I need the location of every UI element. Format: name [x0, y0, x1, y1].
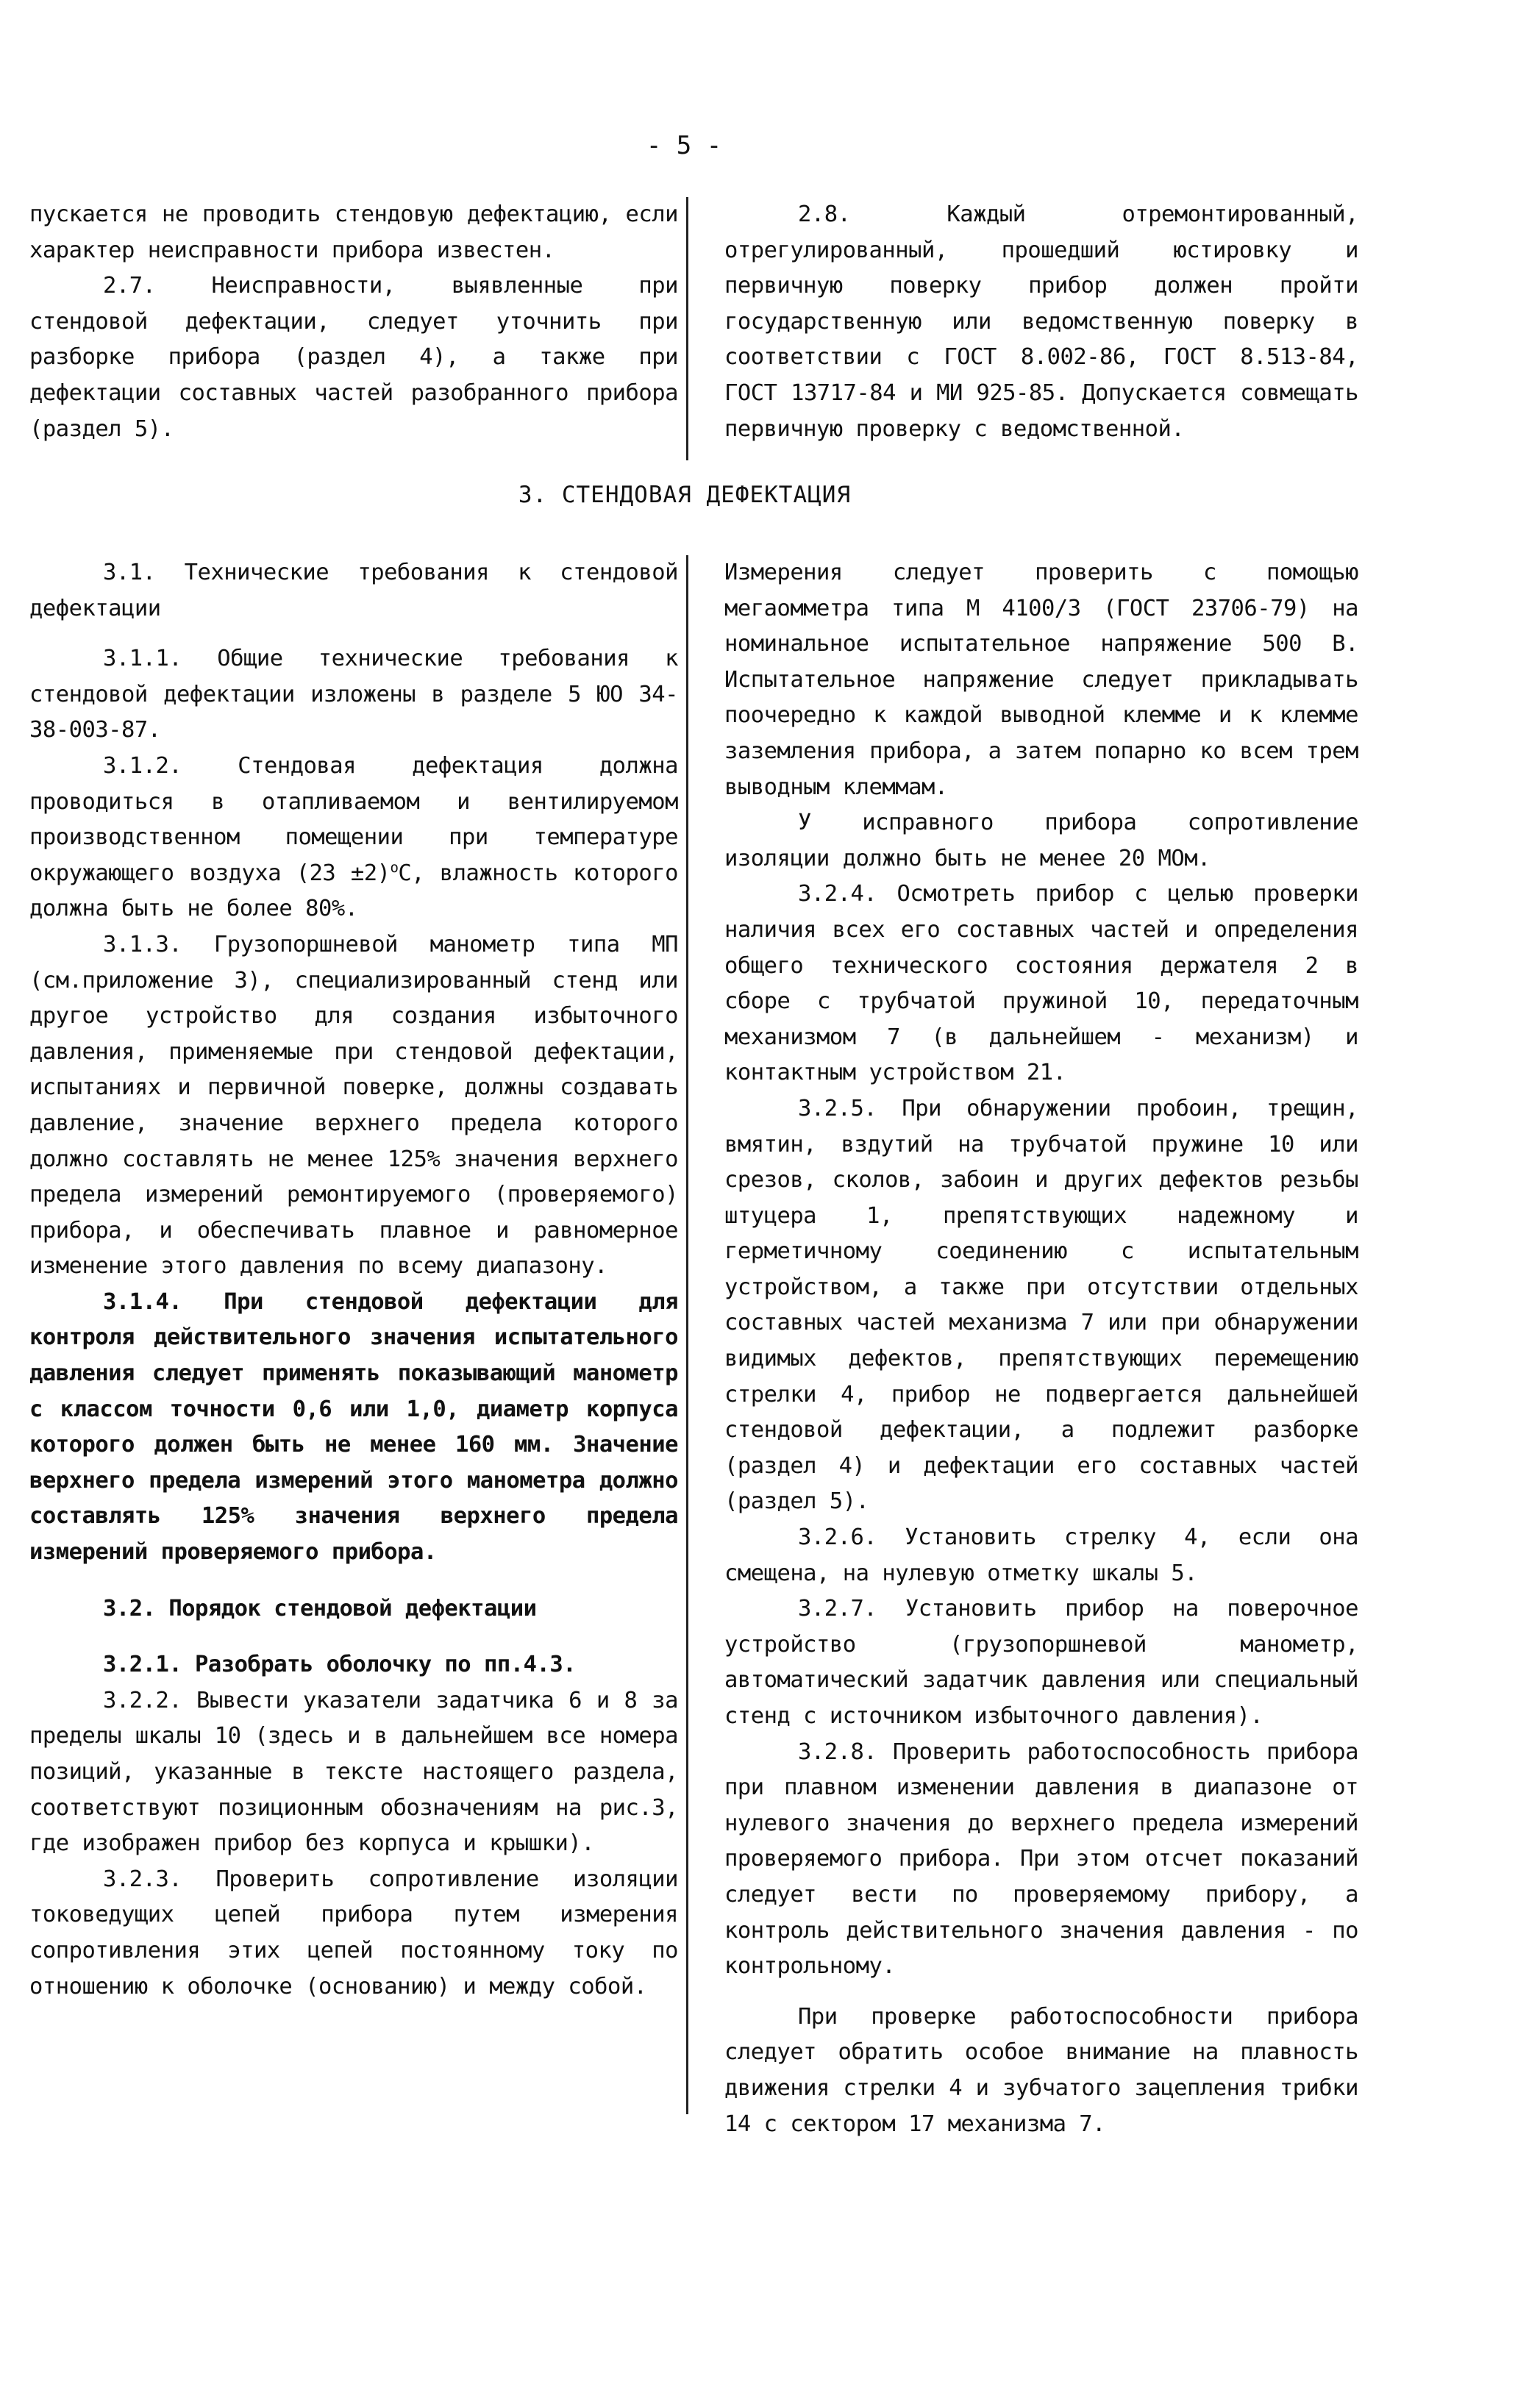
paragraph-3-2-5: 3.2.5. При обнаружении пробоин, трещин, вмятин, вздутий на трубчатой пружине 10 или срезов, сколов, забоин и других дефектов резьбы штуцера 1, препятствующих надежному и герметичному соединению с испытательным устройством, а также при отсутствии отдельных составных частей механизма 7 или при обнаружении видимых дефектов, препятствующих перемещению стрелки 4, прибор не подвергается дальнейшей стендовой дефектации, а подлежит разборке (раздел 4) и дефектации его составных частей (раздел 5).: [724, 1095, 1358, 1515]
paragraph-2-8: 2.8. Каждый отремонтированный, отрегулированный, прошедший юстировку и первичную поверку прибор должен пройти государственную или ведомственную поверку в соответствии с ГОСТ 8.002-86, ГОСТ 8.513-84, ГОСТ 13717-84 и МИ 925-85. Допускается совмещать первичную проверку с ведомственной.: [724, 201, 1358, 442]
paragraph-3-2-3-b: У исправного прибора сопротивление изоляции должно быть не менее 20 МОм.: [724, 810, 1358, 871]
left-column: [29, 555, 678, 2005]
right-column: [724, 555, 1358, 2142]
page-number: - 5 -: [646, 131, 722, 160]
paragraph-3-2-3-cont: Измерения следует проверить с помощью мегаомметра типа М 4100/3 (ГОСТ 23706-79) на номинальное испытательное напряжение 500 В. Испытательное напряжение следует прикладывать поочередно к каждой выводной клемме и к клемме заземления прибора, а затем попарно ко всем трем выводным клеммам.: [724, 560, 1358, 800]
heading-3-1: 3.1. Технические требования к стендовой дефектации: [29, 560, 678, 621]
paragraph-2-6-cont: пускается не проводить стендовую дефектацию, если характер неисправности прибора известен.: [29, 201, 678, 263]
paragraph-3-2-7: 3.2.7. Установить прибор на поверочное устройство (грузопоршневой манометр, автоматический задатчик давления или специальный стенд с источником избыточного давления).: [724, 1596, 1358, 1729]
paragraph-3-1-2: 3.1.2. Стендовая дефектация должна проводиться в отапливаемом и вентилируемом производственном помещении при температуре окружающего воздуха $(23 \pm 2)^оС$, влажность которого должна быть не более 80%.: [29, 752, 678, 922]
top-left-column: [29, 197, 678, 447]
column-divider-top: [686, 197, 688, 460]
top-right-column: [724, 197, 1358, 447]
paragraph-3-2-6: 3.2.6. Установить стрелку 4, если она смещена, на нулевую отметку шкалы 5.: [724, 1524, 1358, 1586]
paragraph-2-7: 2.7. Неисправности, выявленные при стендовой дефектации, следует уточнить при разборке прибора (раздел 4), а также при дефектации составных частей разобранного прибора (раздел 5).: [29, 273, 678, 442]
paragraph-3-2-8-b: При проверке работоспособности прибора следует обратить особое внимание на плавность движения стрелки 4 и зубчатого зацепления трибки 14 с сектором 17 механизма 7.: [724, 2003, 1358, 2137]
paragraph-3-2-3: 3.2.3. Проверить сопротивление изоляции токоведущих цепей прибора путем измерения сопротивления этих цепей постоянному току по отношению к оболочке (основанию) и между собой.: [29, 1866, 678, 2000]
paragraph-3-2-2: 3.2.2. Вывести указатели задатчика 6 и 8 за пределы шкалы 10 (здесь и в дальнейшем все номера позиций, указанные в тексте настоящего раздела, соответствуют позиционным обозначениям на рис.3, где изображен прибор без корпуса и крышки).: [29, 1687, 678, 1857]
paragraph-3-1-1: 3.1.1. Общие технические требования к стендовой дефектации изложены в разделе 5 ЮО 34-38-003-87.: [29, 646, 678, 743]
paragraph-3-2-1: 3.2.1. Разобрать оболочку по пп.4.3.: [103, 1652, 577, 1678]
paragraph-3-1-4: 3.1.4. При стендовой дефектации для контроля действительного значения испытательного давления следует применять показывающий манометр с классом точности 0,6 или 1,0, диаметр корпуса которого должен быть не менее 160 мм. Значение верхнего предела измерений этого манометра должно составлять 125% значения верхнего предела измерений проверяемого прибора.: [29, 1288, 678, 1566]
paragraph-3-1-3: 3.1.3. Грузопоршневой манометр типа МП (см.приложение 3), специализированный стенд или другое устройство для создания избыточного давления, применяемые при стендовой дефектации, испытаниях и первичной поверке, должны создавать давление, значение верхнего предела которого должно составлять не менее 125% значения верхнего предела измерений ремонтируемого (проверяемого) прибора, и обеспечивать плавное и равномерное изменение этого давления по всему диапазону.: [29, 931, 678, 1280]
heading-3-2: 3.2. Порядок стендовой дефектации: [103, 1595, 537, 1622]
paragraph-3-2-8: 3.2.8. Проверить работоспособность прибора при плавном изменении давления в диапазоне от нулевого значения до верхнего предела измерений проверяемого прибора. При этом отсчет показаний следует вести по проверяемому прибору, а контроль действительного значения давления - по контрольному.: [724, 1738, 1358, 1980]
section-title: 3. СТЕНДОВАЯ ДЕФЕКТАЦИЯ: [518, 482, 852, 508]
paragraph-3-2-4: 3.2.4. Осмотреть прибор с целью проверки наличия всех его составных частей и определения общего технического состояния держателя 2 в сборе с трубчатой пружиной 10, передаточным механизмом 7 (в дальнейшем - механизм) и контактным устройством 21.: [724, 881, 1358, 1086]
column-divider-main: [686, 555, 688, 2114]
